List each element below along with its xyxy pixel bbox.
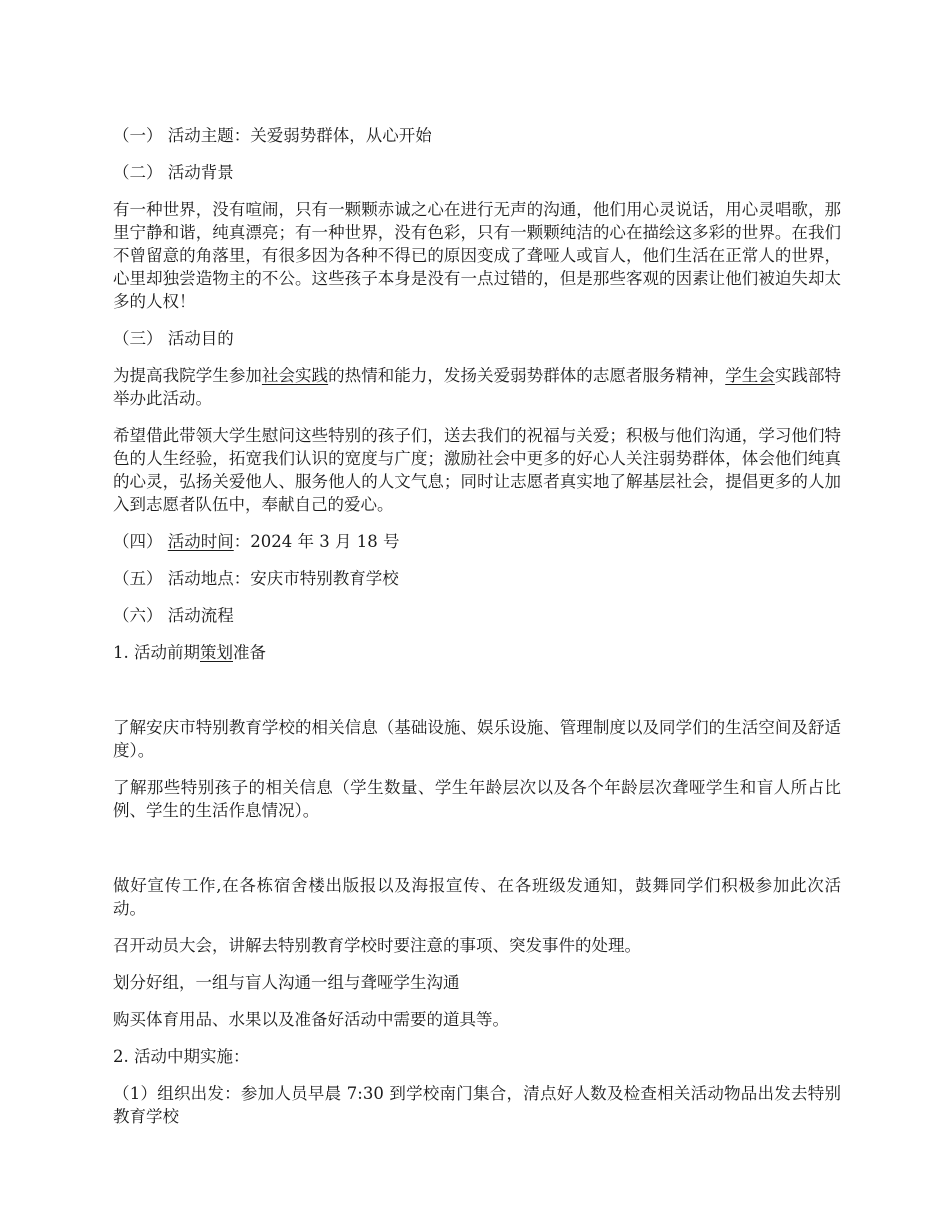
step1-heading xyxy=(113,641,841,664)
section-number: （二） xyxy=(113,163,163,182)
section-number: （五） xyxy=(113,569,163,588)
spacer xyxy=(113,836,841,874)
meeting-paragraph: 召开动员大会，讲解去特别教育学校时要注意的事项、突发事件的处理。 xyxy=(113,936,641,955)
group-paragraph: 划分好组，一组与盲人沟通一组与聋哑学生沟通 xyxy=(113,973,460,992)
hope-paragraph: 希望借此带领大学生慰问这些特别的孩子们，送去我们的祝福与关爱；积极与他们沟通，学习他们特色的人生经验，拓宽我们认识的宽度与广度；激励社会中更多的好心人关注弱势群体，体会他们纯真的心灵，弘扬关爱他人、服务他人的人文气息；同时让志愿者真实地了解基层社会，提倡更多的人加入到志愿者队伍中，奉献自己的爱心。 xyxy=(113,426,841,514)
step1-prefix: 1. 活动前期 xyxy=(113,643,200,662)
section-purpose-heading xyxy=(113,327,841,350)
section-text: 活动流程 xyxy=(167,606,234,625)
student-union-link[interactable]: 学生会 xyxy=(725,366,775,385)
document-body xyxy=(113,124,841,1142)
section-text: 活动地点：安庆市特别教育学校 xyxy=(167,569,399,588)
section-number: （四） xyxy=(113,532,163,551)
section-text: 活动背景 xyxy=(167,163,234,182)
step2-heading: 2. 活动中期实施： xyxy=(113,1047,250,1066)
section-number: （六） xyxy=(113,606,163,625)
section-number: （一） xyxy=(113,126,163,145)
promo-paragraph: 做好宣传工作,在各栋宿舍楼出版报以及海报宣传、在各班级发通知，鼓舞同学们积极参加此次活动。 xyxy=(113,876,841,918)
section-text: 活动目的 xyxy=(167,329,234,348)
purpose-text-2: 的热情和能力，发扬关爱弱势群体的志愿者服务精神， xyxy=(328,366,726,385)
purpose-paragraph xyxy=(113,364,841,410)
info-paragraph-2: 了解那些特别孩子的相关信息（学生数量、学生年龄层次以及各个年龄层次聋哑学生和盲人所占比例、学生的生活作息情况）。 xyxy=(113,778,841,820)
section-time xyxy=(113,530,841,553)
section-process-heading xyxy=(113,604,841,627)
info-paragraph-1: 了解安庆市特别教育学校的相关信息（基础设施、娱乐设施、管理制度以及同学们的生活空间及舒适度）。 xyxy=(113,718,841,760)
planning-link[interactable]: 策划 xyxy=(200,643,233,662)
purpose-text-3: 实践部特举办此活动。 xyxy=(113,366,842,408)
section-text: ：2024 年 3 月 18 号 xyxy=(233,532,400,551)
social-practice-link[interactable]: 社会实践 xyxy=(261,366,329,385)
section-location xyxy=(113,567,841,590)
section-background-heading xyxy=(113,161,841,184)
depart-paragraph: （1）组织出发：参加人员早晨 7:30 到学校南门集合，清点好人数及检查相关活动物品出发去特别教育学校 xyxy=(113,1084,841,1126)
section-number: （三） xyxy=(113,329,163,348)
background-paragraph: 有一种世界，没有喧闹，只有一颗颗赤诚之心在进行无声的沟通，他们用心灵说话，用心灵唱歌，那里宁静和谐，纯真漂亮；有一种世界，没有色彩，只有一颗颗纯洁的心在描绘这多彩的世界。在我们不曾留意的角落里，有很多因为各种不得已的原因变成了聋哑人或盲人，他们生活在正常人的世界，心里却独尝造物主的不公。这些孩子本身是没有一点过错的，但是那些客观的因素让他们被迫失却太多的人权！ xyxy=(113,200,841,311)
buy-paragraph: 购买体育用品、水果以及准备好活动中需要的道具等。 xyxy=(113,1010,509,1029)
section-text: 活动主题：关爱弱势群体，从心开始 xyxy=(167,126,432,145)
activity-time-link[interactable]: 活动时间 xyxy=(167,532,234,551)
step1-suffix: 准备 xyxy=(233,643,266,662)
section-theme xyxy=(113,124,841,147)
purpose-text-1: 为提高我院学生参加 xyxy=(113,366,262,385)
spacer xyxy=(113,678,841,716)
